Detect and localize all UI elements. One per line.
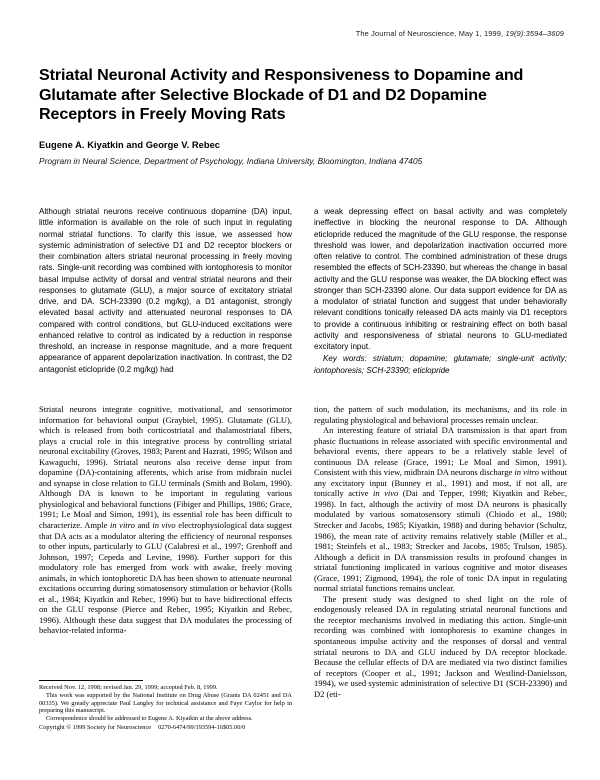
body-paragraph-da-transmission bbox=[314, 425, 567, 594]
body-paragraph-continued: tion, the pattern of such modulation, its mechanisms, and its role in regulating physiological and behavioral processes remain unclear. bbox=[314, 404, 567, 425]
copyright-text: Copyright © 1999 Society for Neuroscience bbox=[39, 724, 152, 732]
body-text-part-6: (Dai and Tepper, 1998; Kiyatkin and Rebec, 1998). In fact, although the activity of most DA neurons is phasically modulated by various somatosensory stimuli (Chiodo et al., 1980; Strecker and Jacobs, 1985; Kiyatkin, 1988) and during behavior (Schultz, 1986), the mean rate of activity remains relatively stable (Miller et al., 1981; Steinfels et al., 1983; Strecker and Jacobs, 1985; Trulson, 1985). Although a deficit in DA transmission results in profound changes in striatal functioning implicated in various cognitive and motor diseases (Grace, 1991; Zigmond, 1994), the role of tonic DA input in regulating normal striatal functions remains unclear. bbox=[314, 488, 567, 594]
italic-in-vitro-2: in vitro bbox=[514, 467, 539, 478]
footnote-correspondence: Correspondence should be addressed to Eugene A. Kiyatkin at the above address. bbox=[46, 715, 253, 722]
body-text-part-5: without any excitatory input (Bunney et al., 1991) and most, if not all, are tonically active bbox=[314, 467, 567, 499]
abstract-text-left: Although striatal neurons receive continuous dopamine (DA) input, little information is available on the role of such input in regulating normal striatal functions. To clarify this issue, we assessed how systemic administration of selective D1 and D2 receptor blockers or their combination alters striatal neuronal processing in freely moving rats. Single-unit recording was combined with iontophoresis to monitor basal impulse activity of dorsal and ventral striatal neurons and their responses to glutamate (GLU), a major source of excitatory striatal drive, and DA. SCH-23390 (0.2 mg/kg), a D1 antagonist, strongly elevated basal activity and attenuated neuronal responses to DA compared with control conditions, but GLU-induced excitations were enhanced relative to control as indicated by a reduction in response threshold, an increase in response magnitude, and a more frequent appearance of apparent depolarization inactivation. In contrast, the D2 antagonist eticlopride (0.2 mg/kg) had bbox=[39, 207, 292, 374]
body-paragraph-intro bbox=[39, 404, 292, 636]
italic-in-vivo-2: in vivo bbox=[373, 488, 399, 499]
body-text-part-4: An interesting feature of striatal DA transmission is that apart from phasic fluctuations in release associated with specific environmental and behavioral events, there appears to be a relatively stable level of continuous DA release (Grace, 1991; Le Moal and Simon, 1991). Consistent with this view, midbrain DA neurons discharge bbox=[314, 425, 567, 478]
abstract bbox=[39, 206, 567, 376]
italic-in-vitro: in vitro bbox=[109, 520, 135, 531]
body-columns bbox=[39, 404, 567, 732]
running-head-volume-pages: 19(9):3594–3609 bbox=[505, 29, 564, 38]
author-list: Eugene A. Kiyatkin and George V. Rebec bbox=[39, 140, 221, 150]
italic-in-vivo: in vivo bbox=[152, 520, 176, 531]
body-paragraph-present-study: The present study was designed to shed light on the role of endogenously released DA in regulating striatal neuronal functions and the receptor mechanisms involved in mediating this action. Single-unit recording was combined with iontophoresis to examine changes in spontaneous impulse activity and the responses of dorsal and ventral striatal neurons to DA and GLU induced by DA receptor blockade. Because the cellular effects of DA are mediated via two distinct families of receptors (Cooper et al., 1991; Jackson and Westlind-Danielsson, 1994), we used systemic administration of selective D1 (SCH-23390) and D2 (eti- bbox=[314, 593, 567, 699]
keywords-label: Key words: bbox=[323, 354, 373, 364]
footnote-received: Received Nov. 12, 1998; revised Jan. 29, 1999; accepted Feb. 8, 1999. bbox=[39, 684, 218, 691]
keywords-line bbox=[314, 353, 567, 376]
page-title: Striatal Neuronal Activity and Responsiveness to Dopamine and Glutamate after Selective Blockade of D1 and D2 Dopamine Receptors in Freely Moving Rats bbox=[39, 66, 524, 124]
abstract-column-left bbox=[39, 206, 292, 376]
abstract-column-right bbox=[314, 206, 567, 376]
issn-code: 0270-6474/99/193594-16$05.00/0 bbox=[158, 724, 246, 732]
title-block bbox=[39, 66, 567, 125]
footnote-block bbox=[39, 684, 292, 732]
running-head-journal: The Journal of Neuroscience, May 1, 1999, bbox=[355, 29, 506, 38]
body-text-part-2: and bbox=[134, 520, 153, 531]
body-column-right bbox=[314, 404, 567, 732]
abstract-text-right: a weak depressing effect on basal activity and was completely ineffective in blocking the neuronal response to DA. Although eticlopride reduced the magnitude of the GLU response, the response threshold was lower, and depolarization inactivation occurred more often relative to control. The combined administration of these drugs resembled the effects of SCH-23390, but whereas the change in basal activity and the GLU response was weaker, the DA blocking effect was stronger than SCH-23390 alone. Our data support evidence for DA as a modulator of striatal function and suggest that under behaviorally relevant conditions tonically released DA acts mainly via D1 receptors to provide a continuous inhibiting or restraining effect on both basal activity and responsiveness of striatal neurons to GLU-mediated excitatory input. bbox=[314, 207, 567, 351]
running-head bbox=[356, 29, 564, 38]
keywords-values: striatum; dopamine; glutamate; single-unit activity; iontophoresis; SCH-23390; eticlopride bbox=[314, 354, 567, 375]
body-left-text-block bbox=[39, 404, 292, 676]
footnote-copyright bbox=[39, 724, 292, 732]
footnote-funding: This work was supported by the National Institute on Drug Abuse (Grants DA 02451 and DA 00335). We greatly appreciate Paul Langley for technical assistance and Faye Caylor for help in preparing this manuscript. bbox=[39, 691, 292, 715]
footnote-divider bbox=[39, 680, 143, 681]
affiliation: Program in Neural Science, Department of Psychology, Indiana University, Bloomington, Indiana 47405 bbox=[39, 156, 423, 166]
body-text-part-1: Striatal neurons integrate cognitive, motivational, and sensorimotor information for behavioral output (Graybiel, 1995). Glutamate (GLU), which is released from both corticostriatal and thalamostriatal fibers, plays a crucial role in this integrative process by controlling striatal neuronal excitability (Groves, 1983; Parent and Hazrati, 1995; Wilson and Kawaguchi, 1996). Striatal neurons also receive dense input from dopamine (DA)-containing afferents, which arise from midbrain nuclei and synapse in close relation to GLU terminals (Smith and Bolam, 1990). Although DA is known to be important in regulating various physiological and behavioral functions (Fibiger and Phillips, 1986; Grace, 1991; Le Moal and Simon, 1991), its essential role has been difficult to characterize. Ample bbox=[39, 404, 292, 531]
body-text-part-3: electrophysiological data suggest that DA acts as a modulator altering the efficiency of neuronal responses to other inputs, particularly to GLU (Calabresi et al., 1997; Grenhoff and Johnson, 1997; Cepeda and Levine, 1998). Further support for this modulatory role has emerged from work with awake, freely moving animals, in which iontophoretic DA has been shown to attenuate neuronal excitations occurring during somatosensory stimulation or behavior (Rolls et al., 1984; Kiyatkin and Rebec, 1996) but to have bidirectional effects on the GLU response (Pierce and Rebec, 1995; Kiyatkin and Rebec, 1996). Although these data suggest that DA modulates the processing of behavior-related informa- bbox=[39, 520, 292, 636]
body-column-left bbox=[39, 404, 292, 732]
